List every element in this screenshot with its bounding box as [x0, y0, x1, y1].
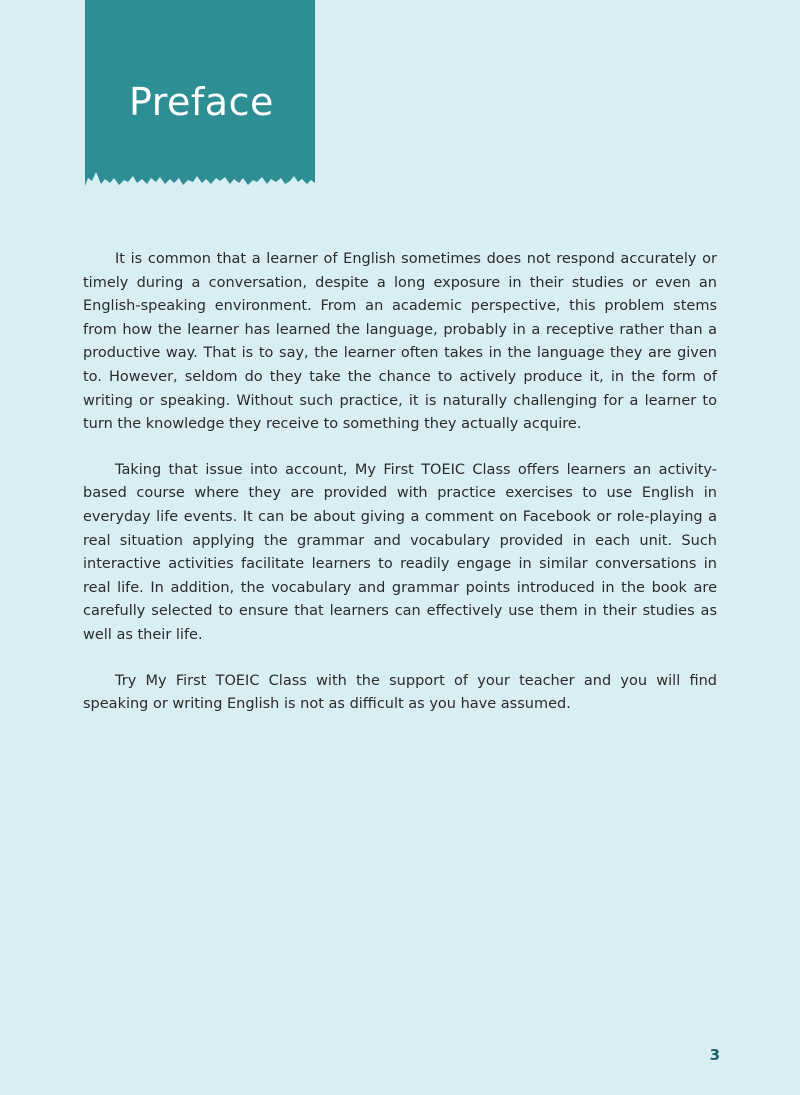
preface-paragraph: Try My First TOEIC Class with the support of your teacher and you will find speaking or writing English is not as difficult as you have assumed.: [83, 672, 717, 713]
preface-paragraph: Taking that issue into account, My First TOEIC Class offers learners an activity-based course where they are provided with practice exercises to use English in everyday life events. It can be about giving a comment on Facebook or role-playing a real situation applying the grammar and vocabulary provided in each unit. Such interactive activities facilitate learners to readily engage in similar conversations in real life. In addition, the vocabulary and grammar points introduced in the book are carefully selected to ensure that learners can effectively use them in their studies as well as their life.: [83, 461, 717, 643]
page-number: 3: [709, 1046, 720, 1064]
preface-body: [83, 248, 717, 739]
title-banner: [85, 0, 315, 190]
preface-paragraph: It is common that a learner of English sometimes does not respond accurately or timely during a conversation, despite a long exposure in their studies or even an English-speaking environment. From an academic perspective, this problem stems from how the learner has learned the language, probably in a receptive rather than a productive way. That is to say, the learner often takes in the language they are given to. However, seldom do they take the chance to actively produce it, in the form of writing or speaking. Without such practice, it is naturally challenging for a learner to turn the knowledge they receive to something they actually acquire.: [83, 251, 717, 433]
page-title: Preface: [129, 80, 274, 124]
